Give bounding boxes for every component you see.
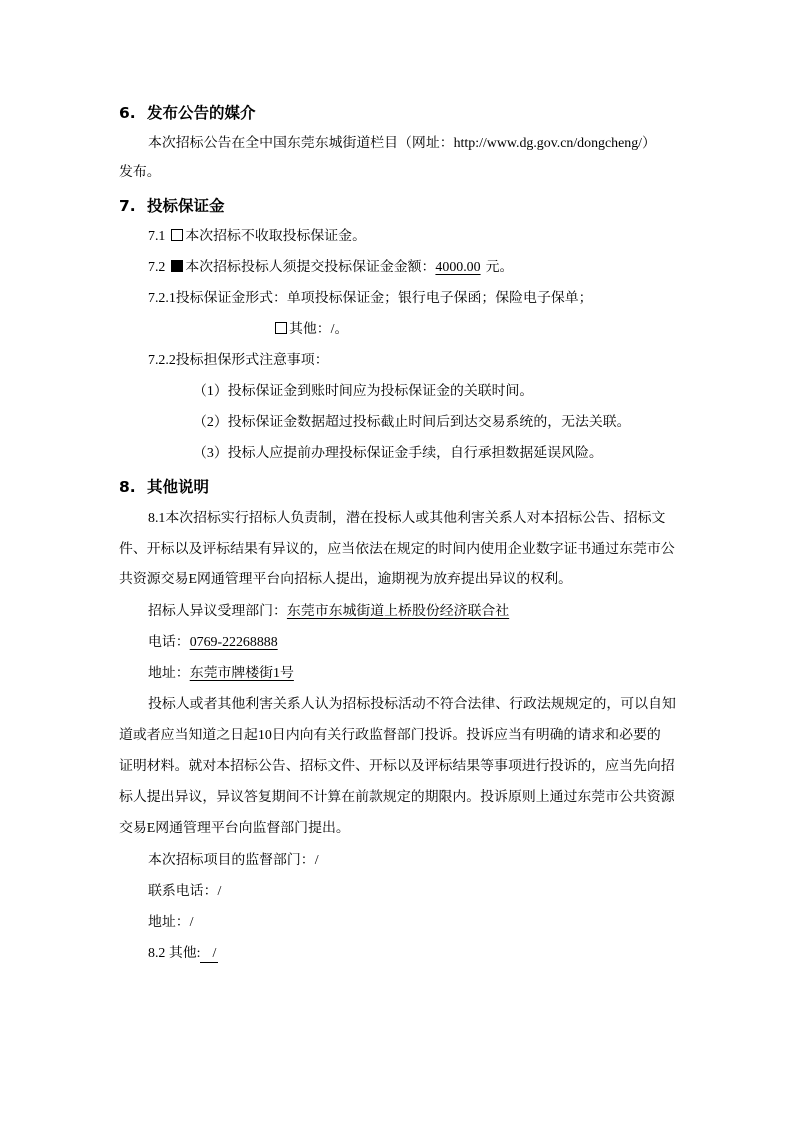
field-label: 地址： (148, 666, 190, 681)
item-text: 本次招标投标人须提交投标保证金金额： (185, 260, 436, 275)
supervision-phone: 联系电话：/ (148, 884, 222, 899)
checkbox-icon (171, 229, 183, 241)
note-item: （3）投标人应提前办理投标保证金手续，自行承担数据延误风险。 (193, 446, 603, 461)
objection-address (148, 664, 294, 684)
checkbox-icon (275, 322, 287, 334)
paragraph-line: 发布。 (119, 165, 161, 180)
checkbox-icon (171, 260, 183, 272)
supervision-address: 地址：/ (148, 915, 194, 930)
item-text: 本次招标不收取投标保证金。 (185, 229, 366, 244)
objection-phone (148, 633, 278, 653)
field-value: 0769-22268888 (189, 635, 278, 650)
field-value: 东莞市东城街道上桥股份经济联合社 (286, 604, 510, 619)
deposit-unit: 元。 (485, 260, 514, 275)
field-value: / (200, 946, 218, 963)
section-8-heading (119, 477, 209, 497)
field-label: 招标人异议受理部门： (148, 604, 287, 619)
section-title: 投标保证金 (147, 197, 225, 215)
item-text: 其他：/。 (289, 322, 349, 337)
item-7-1 (148, 227, 366, 247)
item-label: 7.1 (148, 229, 166, 244)
section-7-heading (119, 196, 225, 216)
paragraph-line: 投标人或者其他利害关系人认为招标投标活动不符合法律、行政法规规定的，可以自知 (148, 697, 676, 712)
section-title: 其他说明 (147, 478, 210, 496)
paragraph-line: 证明材料。就对本招标公告、招标文件、开标以及评标结果等事项进行投诉的，应当先向招 (119, 759, 675, 774)
paragraph-line: 道或者应当知道之日起10日内向有关行政监督部门投诉。投诉应当有明确的请求和必要的 (119, 728, 661, 743)
section-title: 发布公告的媒介 (147, 104, 256, 122)
item-7-2-1: 7.2.1投标保证金形式：单项投标保证金；银行电子保函；保险电子保单； (148, 291, 593, 306)
paragraph-line: 共资源交易E网通管理平台向招标人提出，逾期视为放弃提出异议的权利。 (119, 572, 572, 587)
field-value: 东莞市牌楼街1号 (189, 666, 294, 681)
item-7-2-2: 7.2.2投标担保形式注意事项： (148, 353, 329, 368)
item-7-2-1-other (275, 320, 348, 340)
paragraph-line: 8.1本次招标实行招标人负责制，潜在投标人或其他利害关系人对本招标公告、招标文 (148, 511, 666, 526)
section-number: 7. (119, 197, 136, 215)
paragraph-line: 标人提出异议，异议答复期间不计算在前款规定的期限内。投诉原则上通过东莞市公共资源 (119, 790, 675, 805)
objection-dept (148, 602, 509, 622)
note-item: （2）投标保证金数据超过投标截止时间后到达交易系统的，无法关联。 (193, 415, 631, 430)
section-number: 8. (119, 478, 136, 496)
section-number: 6. (119, 104, 136, 122)
item-7-2 (148, 258, 513, 278)
paragraph-line: 本次招标公告在全中国东莞东城街道栏目（网址：http://www.dg.gov.cn/dongcheng/） (148, 136, 656, 151)
supervision-dept: 本次招标项目的监督部门：/ (148, 853, 319, 868)
paragraph-line: 交易E网通管理平台向监督部门提出。 (119, 821, 350, 836)
section-6-heading (119, 103, 256, 123)
item-label: 7.2 (148, 260, 166, 275)
paragraph-line: 件、开标以及评标结果有异议的，应当依法在规定的时间内使用企业数字证书通过东莞市公 (119, 542, 675, 557)
item-8-2 (148, 944, 218, 964)
field-label: 8.2 其他: (148, 946, 201, 961)
field-label: 电话： (148, 635, 190, 650)
deposit-amount: 4000.00 (435, 260, 481, 275)
note-item: （1）投标保证金到账时间应为投标保证金的关联时间。 (193, 384, 534, 399)
